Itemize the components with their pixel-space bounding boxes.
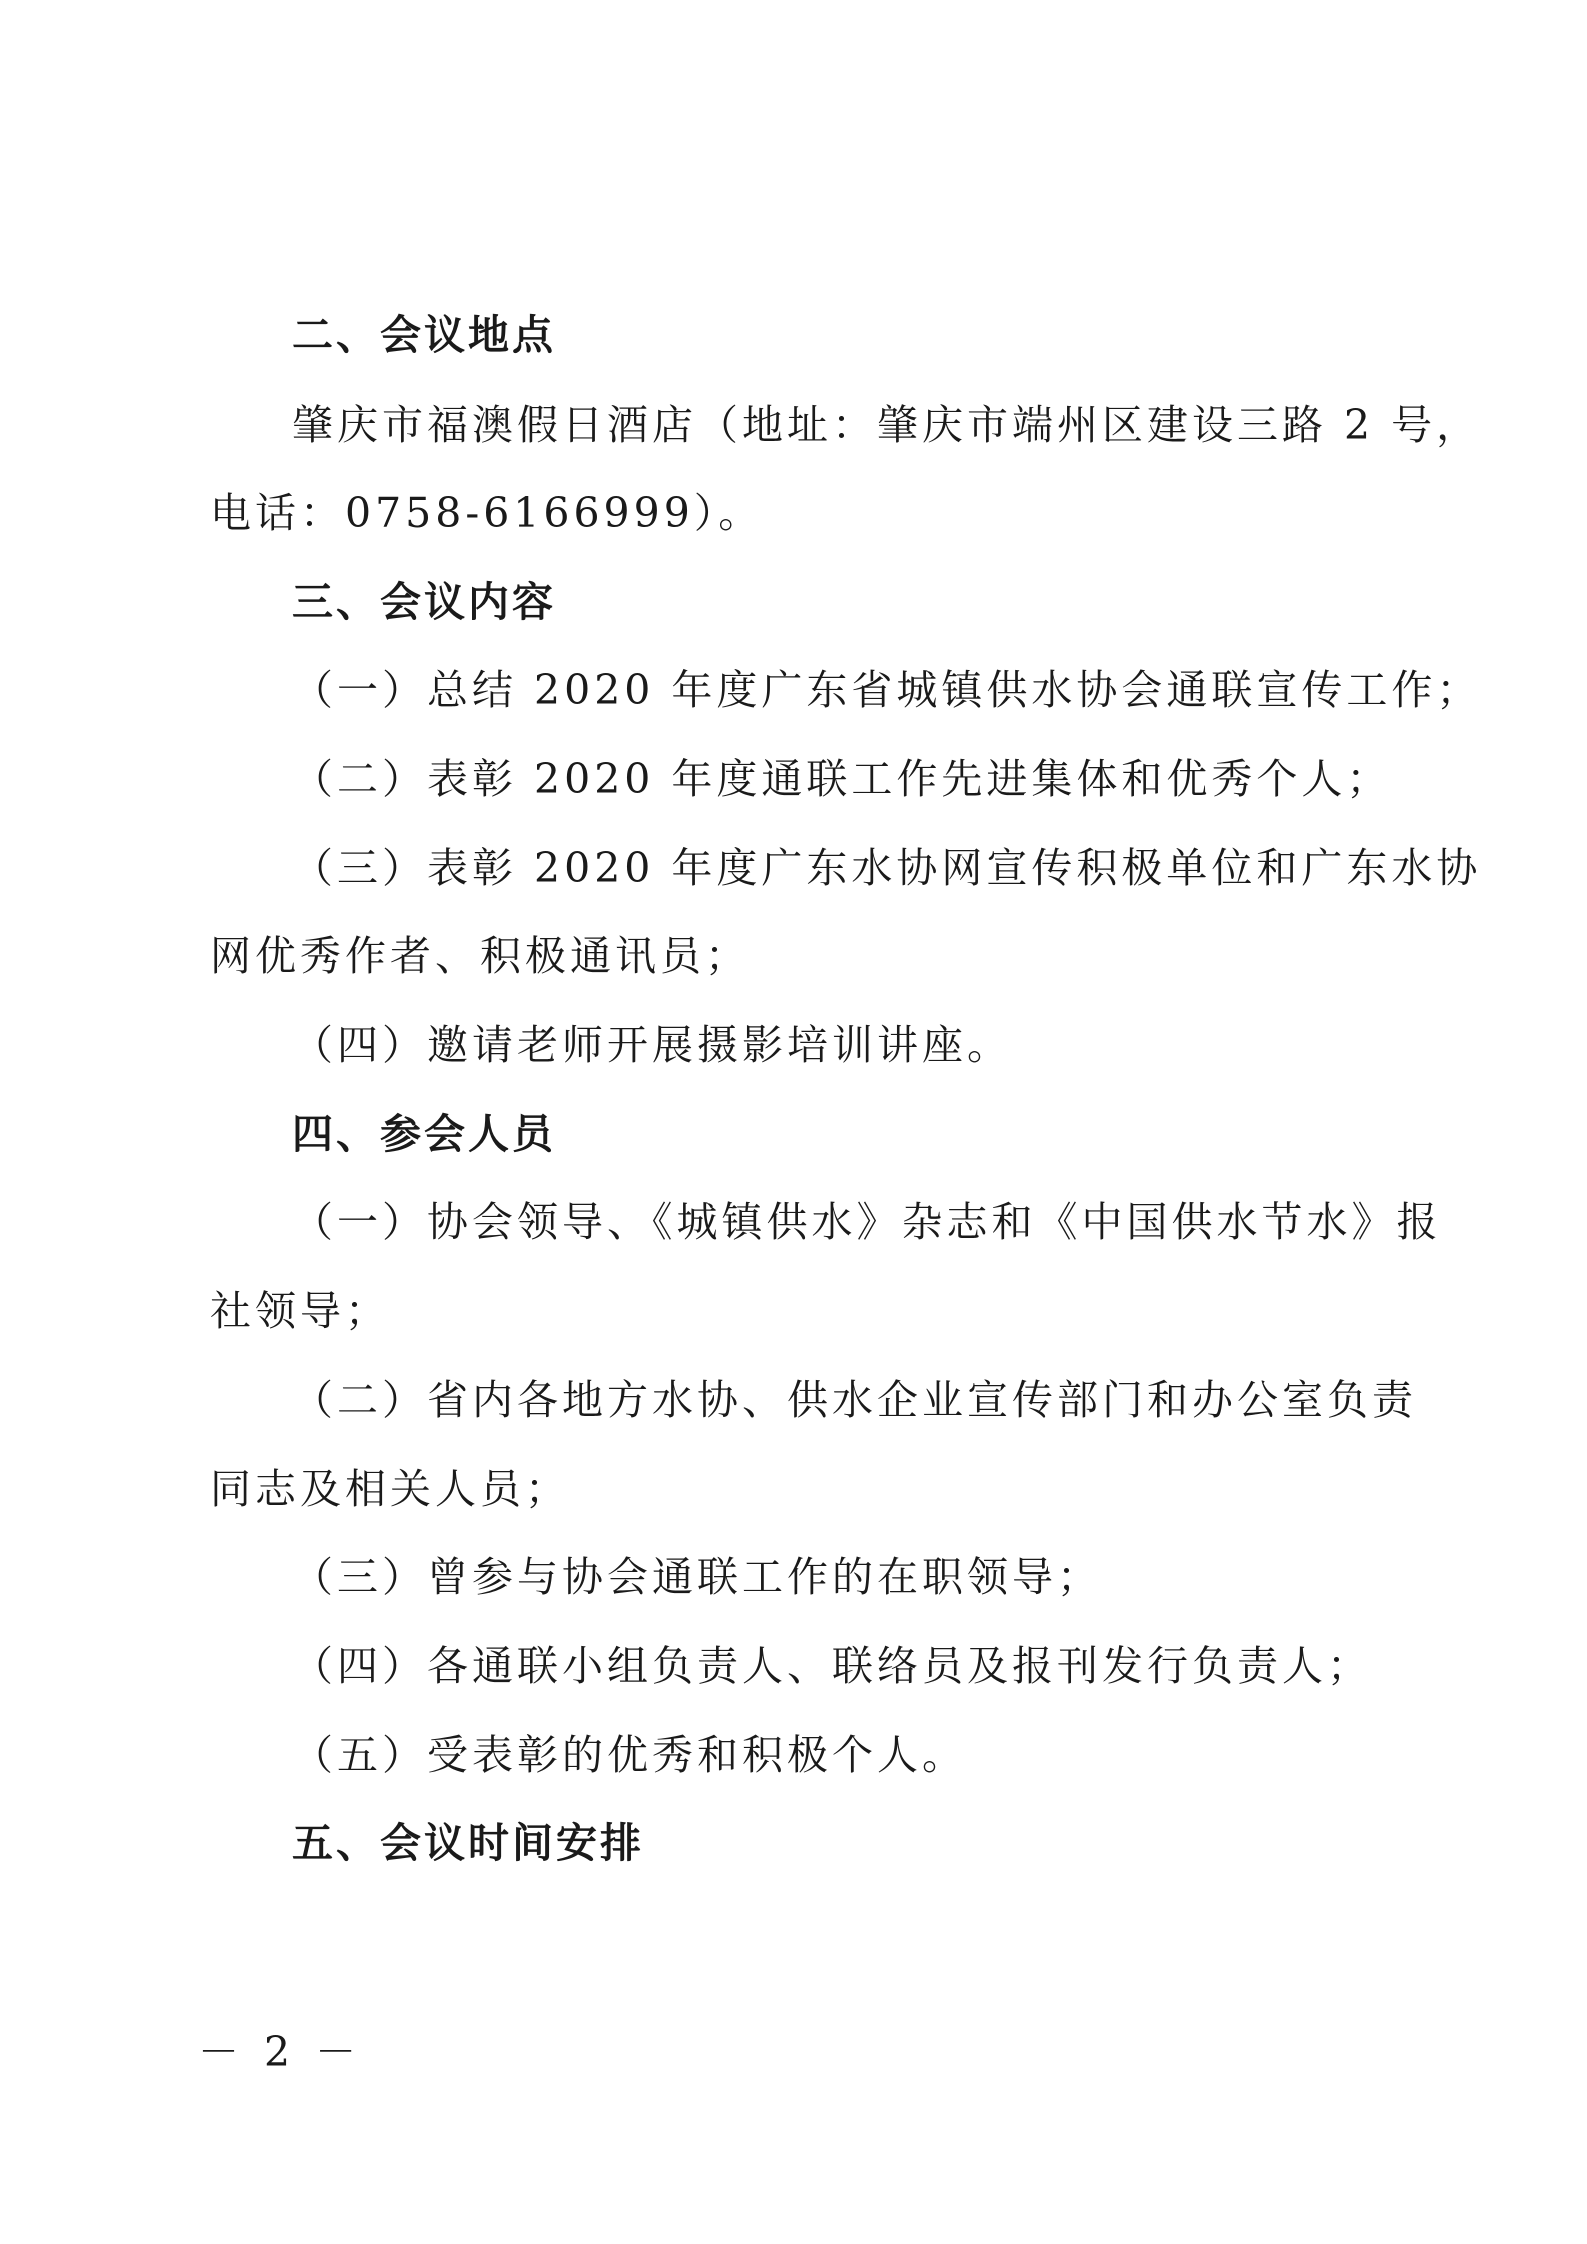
attendee-item-2-line-2: 同志及相关人员； bbox=[210, 1465, 570, 1513]
venue-text-line-2: 电话：0758-6166999）。 bbox=[210, 489, 764, 537]
content-item-2: （二）表彰 2020 年度通联工作先进集体和优秀个人； bbox=[292, 755, 1392, 803]
attendee-item-3: （三）曾参与协会通联工作的在职领导； bbox=[292, 1553, 1102, 1601]
attendee-item-5: （五）受表彰的优秀和积极个人。 bbox=[292, 1731, 967, 1779]
section-heading-content: 三、会议内容 bbox=[292, 578, 556, 626]
section-heading-schedule: 五、会议时间安排 bbox=[292, 1819, 644, 1867]
section-heading-attendees: 四、参会人员 bbox=[292, 1110, 556, 1158]
content-item-1: （一）总结 2020 年度广东省城镇供水协会通联宣传工作； bbox=[292, 666, 1482, 714]
page-number: － 2 － bbox=[198, 2028, 363, 2076]
attendee-item-2-line-1: （二）省内各地方水协、供水企业宣传部门和办公室负责 bbox=[292, 1376, 1417, 1424]
venue-text-line-1: 肇庆市福澳假日酒店（地址：肇庆市端州区建设三路 2 号， bbox=[292, 401, 1482, 449]
content-item-3-line-2: 网优秀作者、积极通讯员； bbox=[210, 932, 750, 980]
section-heading-venue: 二、会议地点 bbox=[292, 311, 556, 359]
attendee-item-1-line-1: （一）协会领导、《城镇供水》杂志和《中国供水节水》报 bbox=[292, 1198, 1442, 1246]
content-item-4: （四）邀请老师开展摄影培训讲座。 bbox=[292, 1021, 1012, 1069]
attendee-item-1-line-2: 社领导； bbox=[210, 1287, 390, 1335]
attendee-item-4: （四）各通联小组负责人、联络员及报刊发行负责人； bbox=[292, 1642, 1372, 1690]
content-item-3-line-1: （三）表彰 2020 年度广东水协网宣传积极单位和广东水协 bbox=[292, 844, 1482, 892]
